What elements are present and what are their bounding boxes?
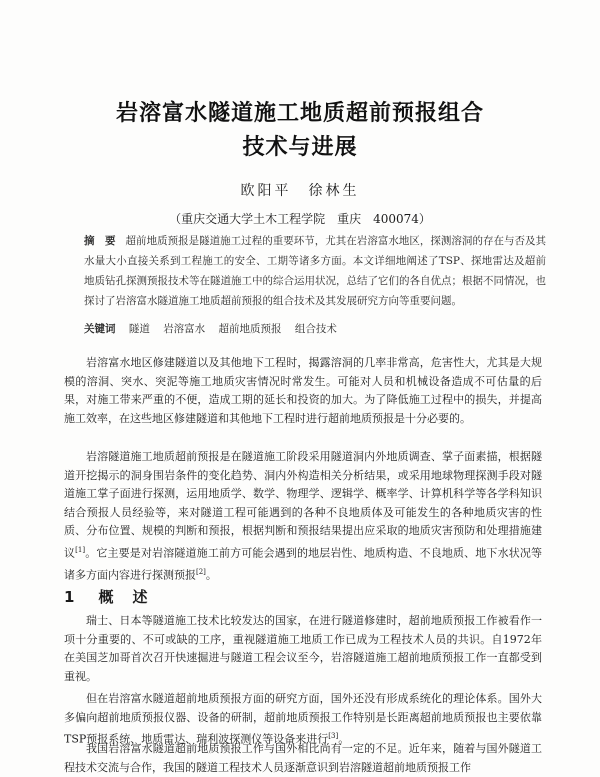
authors: 欧阳平 徐林生 <box>240 183 360 199</box>
keyword: 隧道 <box>128 323 150 335</box>
intro-paragraph-2-text: 岩溶隧道施工地质超前预报是在隧道施工阶段采用隧道洞内外地质调查、掌子面素描，根据隧道开挖揭示的洞身围岩条件的变化趋势、洞内外构造相关分析结果，或采用地球物理探测手段对隧道施工掌子面进行探测，运用地质学、数学、物理学、逻辑学、概率学、计算机科学等各学科知识结合预报人员经验等，来对隧道工程可能遇到的各种不良地质体及可能发生的各种地质灾害的性质、分布位置、规模的判断和预报，根据判断和预报结果提出应采取的地质灾害预防和处理措施建议 <box>64 450 542 560</box>
keyword: 组合技术 <box>294 323 337 335</box>
abstract-text: 超前地质预报是隧道施工过程的重要环节，尤其在岩溶富水地区，探测溶洞的存在与否及其水量大小直接关系到工程施工的安全、工期等诸多方面。本文详细地阐述了TSP、探地雷达及超前地质钻孔探测预报技术等在隧道施工中的综合运用状况，总结了它们的各自优点；根据不同情况，也探讨了岩溶富水隧道施工地质超前预报的组合技术及其发展研究方向等重要问题。 <box>84 235 547 307</box>
section-1-paragraph-1: 瑞士、日本等隧道施工技术比较发达的国家，在进行隧道修建时，超前地质预报工作被看作一项十分重要的、不可或缺的工序，重视隧道施工地质工作已成为工程技术人员的共识。自1972年在美国芝加哥首次召开快速掘进与隧道工程会议至今，岩溶隧道施工超前地质预报工作一直都受到重视。 <box>64 614 542 683</box>
citation: [1] <box>75 545 86 554</box>
section-heading <box>64 586 149 607</box>
section-title: 概 述 <box>98 588 150 606</box>
section-1-paragraph-3: 我国岩溶富水隧道超前地质预报工作与国外相比尚有一定的不足。近年来，随着与国外隧道工程技术交流与合作，我国的隧道工程技术人员逐渐意识到岩溶隧道超前地质预报工作 <box>64 742 542 774</box>
intro-paragraph-1: 岩溶富水地区修建隧道以及其他地下工程时，揭露溶洞的几率非常高，危害性大，尤其是大规模的溶洞、突水、突泥等施工地质灾害情况时常发生。可能对人员和机械设备造成不可估量的后果，对施工带来严重的不便，造成工期的延长和投资的加大。为了降低施工过程中的损失，并提高施工效率，在这些地区修建隧道和其他地下工程时进行超前地质预报是十分必要的。 <box>64 356 542 425</box>
abstract <box>84 231 546 311</box>
section-1-paragraph-2-text: 但在岩溶富水隧道超前地质预报方面的研究方面，国外还没有形成系统化的理论体系。国外大多偏向超前地质预报仪器、设备的研制，超前地质预报工作特别是长距离超前地质预报也主要依靠TSP预报系统、地质雷达、瑞利波探测仪等设备来进行 <box>64 692 542 746</box>
citation: [2] <box>196 567 206 576</box>
keywords <box>84 320 546 338</box>
abstract-label: 摘 要 <box>84 235 116 247</box>
keyword: 超前地质预报 <box>218 323 282 335</box>
paper-title-line-1: 岩溶富水隧道施工地质超前预报组合 <box>115 101 484 126</box>
affiliation: （重庆交通大学土木工程学院 重庆 400074） <box>169 212 431 226</box>
citation: [3] <box>328 732 339 740</box>
keyword: 岩溶富水 <box>163 323 206 335</box>
intro-paragraph-2-end: 。 <box>205 568 217 582</box>
section-1-paragraph-2-end: 。 <box>338 732 350 746</box>
intro-paragraph-2 <box>64 448 542 585</box>
keywords-label: 关键词 <box>84 323 116 335</box>
section-number: 1 <box>64 588 77 606</box>
paper-title-line-2: 技术与进展 <box>242 135 358 160</box>
intro-paragraph-2-continuation: 。它主要是对岩溶隧道施工前方可能会遇到的地层岩性、地质构造、不良地质、地下水状况等诸多方面内容进行探测预报 <box>64 546 543 582</box>
